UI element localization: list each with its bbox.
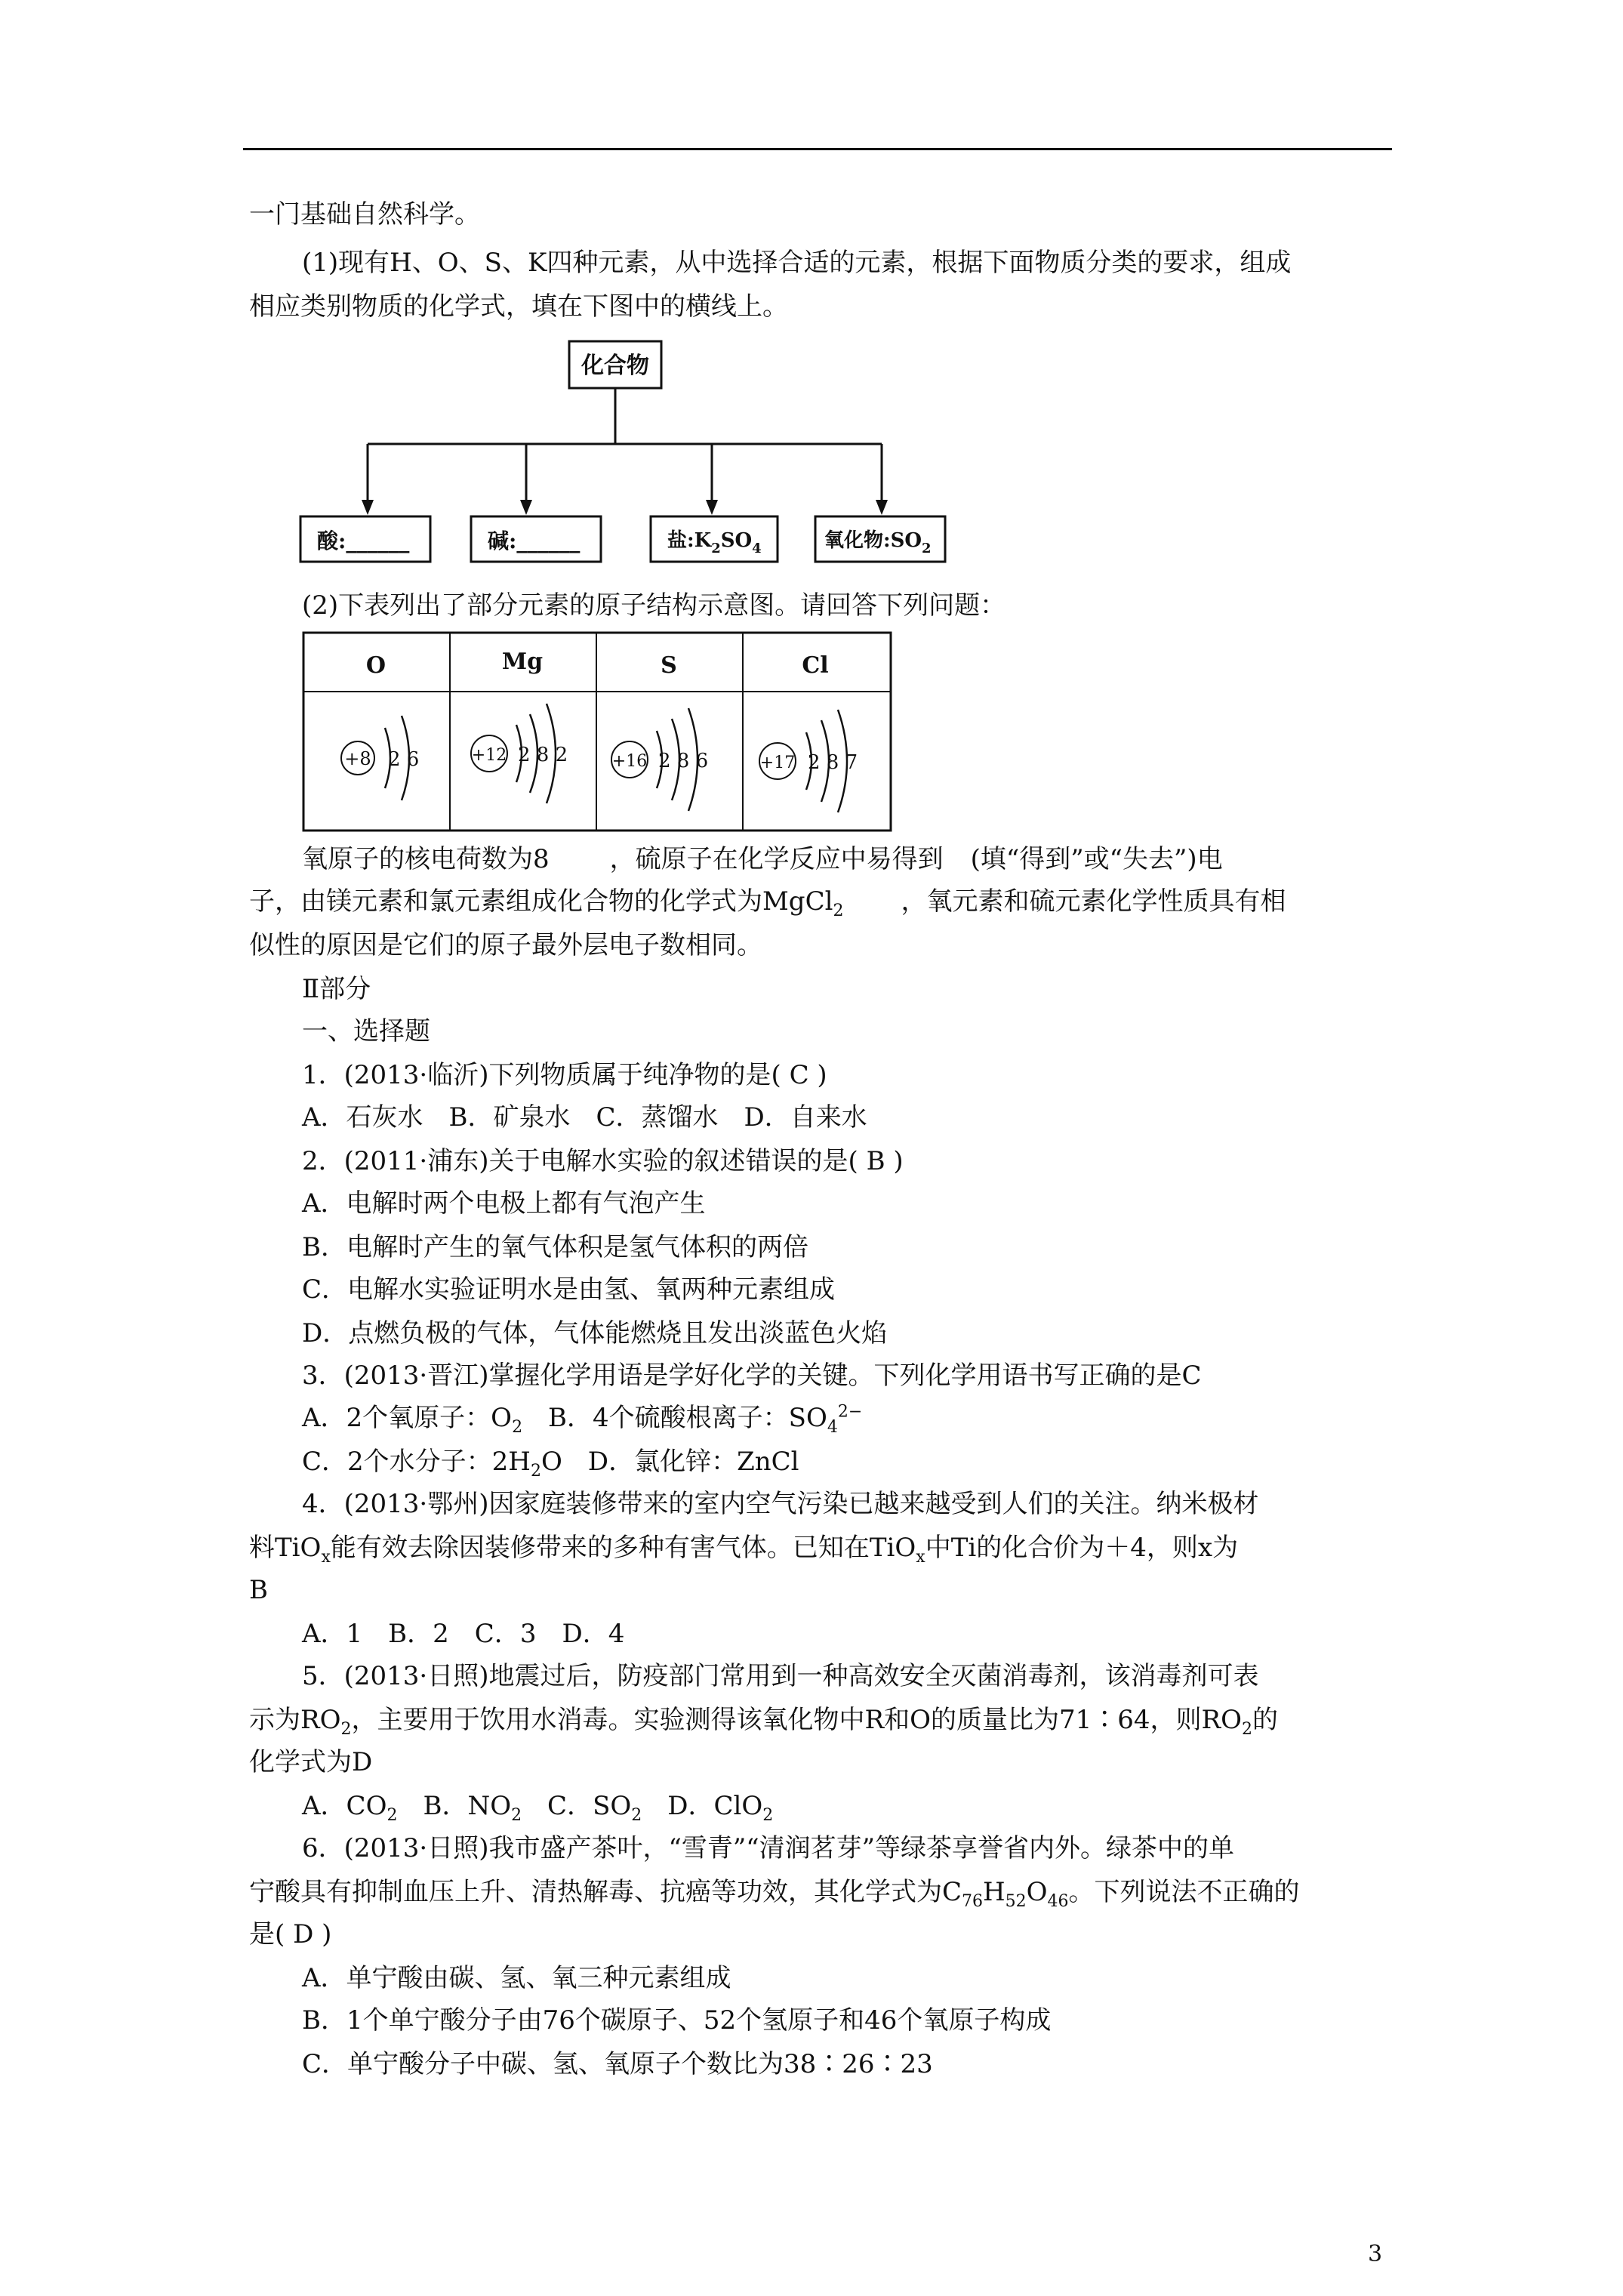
question-3-options-cd: C．2个水分子：$2H_2O$ D．氯化锌：ZnCl (302, 1447, 799, 1481)
shell-electrons: 2 6 (388, 748, 420, 771)
svg-text:碱:______ (488, 529, 580, 553)
oxide-label: 氧化物:SO (824, 529, 922, 552)
question-4-cont: 料TiO$_x$能有效去除因装修带来的多种有害气体。已知在TiO$_x$中Ti的化合价为＋4，则x为 (249, 1533, 1239, 1567)
salt-label: 盐:K (667, 529, 712, 552)
question-3: 3．(2013·晋江)掌握化学用语是学好化学的关键。下列化学用语书写正确的是C (302, 1361, 1202, 1391)
question-6-option-b: B．1个单宁酸分子由76个碳原子、52个氢原子和46个氧原子构成 (302, 2005, 1052, 2036)
question-2: 2．(2011·浦东)关于电解水实验的叙述错误的是( B ) (302, 1146, 904, 1176)
header-rule (243, 148, 1392, 150)
question-6: 6．(2013·日照)我市盛产茶叶，“雪青”“清润茗芽”等绿茶享誉省内外。绿茶中的单 (302, 1833, 1235, 1863)
shell-electrons: 2 8 7 (808, 751, 858, 774)
nucleus-charge: +17 (759, 754, 796, 772)
acid-label: 酸: (317, 529, 346, 553)
classification-diagram (294, 338, 959, 572)
question-2-option-b: B．电解时产生的氧气体积是氢气体积的两倍 (302, 1232, 808, 1262)
header-Cl: Cl (802, 652, 829, 679)
header-O: O (365, 652, 387, 679)
question-6-answer: 是( D ) (249, 1919, 332, 1949)
connector-arrows (362, 444, 888, 515)
question-6-option-c: C．单宁酸分子中碳、氢、氧原子个数比为38∶26∶23 (302, 2049, 933, 2079)
question-4: 4．(2013·鄂州)因家庭装修带来的室内空气污染已越来越受到人们的关注。纳米极材 (302, 1489, 1259, 1519)
svg-text:盐:K2SO4: 盐$:K_2SO_4$ (667, 529, 762, 556)
question-6-option-a: A．单宁酸由碳、氢、氧三种元素组成 (302, 1963, 731, 1993)
question-5: 5．(2013·日照)地震过后，防疫部门常用到一种高效安全灭菌消毒剂，该消毒剂可表 (302, 1661, 1259, 1691)
question-5-cont: 示为$RO_2$，主要用于饮用水消毒。实验测得该氧化物中R和O的质量比为71∶64，则$RO_2$的 (249, 1705, 1278, 1739)
text-line: 子，由镁元素和氯元素组成化合物的化学式为MgCl$_2$ ，氧元素和硫元素化学性质具有相 (249, 886, 1286, 920)
root-label: 化合物 (581, 353, 649, 379)
question-2-option-a: A．电解时两个电极上都有气泡产生 (302, 1188, 706, 1219)
text-line: 似性的原因是它们的原子最外层电子数相同。 (249, 930, 762, 960)
question-4-answer: B (249, 1575, 268, 1605)
nucleus-charge: +8 (344, 748, 371, 769)
nucleus-charge: +12 (471, 746, 507, 765)
base-blank: ______ (516, 529, 581, 553)
base-label: 碱: (488, 529, 517, 553)
shell-electrons: 2 8 6 (658, 750, 709, 772)
svg-text:酸:______ (317, 529, 409, 553)
text-line: (1)现有H、O、S、K四种元素，从中选择合适的元素，根据下面物质分类的要求，组成 (302, 248, 1292, 278)
section-heading: Ⅱ部分 (302, 974, 371, 1004)
text-line: 一门基础自然科学。 (249, 199, 480, 230)
header-S: S (661, 652, 677, 679)
nucleus-charge: +16 (611, 752, 648, 771)
shell-electrons: 2 8 2 (518, 744, 568, 766)
question-5-answer: 化学式为D (249, 1747, 373, 1777)
text-line: 氧原子的核电荷数为8 ，硫原子在化学反应中易得到 (填“得到”或“失去”)电 (302, 844, 1223, 874)
question-2-option-d: D．点燃负极的气体，气体能燃烧且发出淡蓝色火焰 (302, 1318, 888, 1348)
question-4-options: A．1 B．2 C．3 D．4 (302, 1619, 625, 1649)
question-5-options: A．$CO_2$ B．$NO_2$ C．$SO_2$ D．ClO$_2$ (302, 1791, 774, 1825)
question-1: 1．(2013·临沂)下列物质属于纯净物的是( C ) (302, 1060, 827, 1090)
section-heading: 一、选择题 (302, 1016, 430, 1046)
question-1-options: A．石灰水 B．矿泉水 C．蒸馏水 D．自来水 (302, 1102, 867, 1133)
text-line: 相应类别物质的化学式，填在下图中的横线上。 (249, 291, 788, 322)
acid-blank: ______ (346, 529, 410, 553)
text-line: (2)下表列出了部分元素的原子结构示意图。请回答下列问题： (302, 590, 1006, 621)
svg-text:氧化物:SO2: 氧化物$:SO_2$ (824, 529, 932, 556)
question-2-option-c: C．电解水实验证明水是由氢、氧两种元素组成 (302, 1274, 836, 1305)
header-Mg: Mg (501, 649, 544, 675)
question-6-cont: 宁酸具有抑制血压上升、清热解毒、抗癌等功效，其化学式为$C_{76}H_{52}O_{46}$。下列说法不正确的 (249, 1877, 1300, 1911)
atom-structure-table (302, 631, 894, 834)
question-3-options-ab: A．2个氧原子：$O_2$ B．4个硫酸根离子：$SO_4^{2-}$ (302, 1402, 863, 1437)
page-number: 3 (1368, 2241, 1383, 2267)
